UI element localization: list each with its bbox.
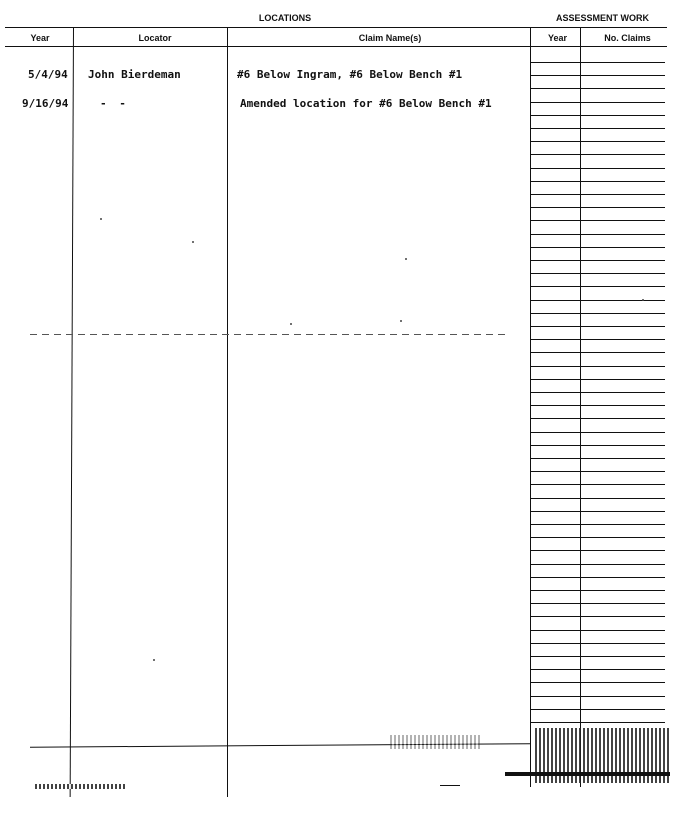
grid-row-line xyxy=(530,273,665,274)
row-2-year: 9/16/94 xyxy=(22,97,69,110)
scan-noise-middle xyxy=(390,735,480,749)
grid-row-line xyxy=(530,418,665,419)
grid-row-line xyxy=(530,511,665,512)
grid-row-line xyxy=(530,696,665,697)
grid-row-line xyxy=(530,484,665,485)
grid-row-line xyxy=(530,616,665,617)
row-1-year: 5/4/94 xyxy=(28,68,68,81)
grid-row-line xyxy=(530,405,665,406)
grid-row-line xyxy=(530,128,665,129)
stray-dot xyxy=(290,323,292,325)
grid-row-line xyxy=(530,498,665,499)
grid-row-line xyxy=(530,550,665,551)
grid-row-line xyxy=(530,722,665,723)
grid-row-line xyxy=(530,234,665,235)
grid-row-line xyxy=(530,445,665,446)
locations-header: LOCATIONS xyxy=(258,13,312,23)
grid-row-line xyxy=(530,141,665,142)
stray-dot xyxy=(642,299,644,301)
grid-row-line xyxy=(530,379,665,380)
grid-row-line xyxy=(530,643,665,644)
stray-dot xyxy=(153,659,155,661)
header-bottom-rule xyxy=(5,46,667,47)
grid-row-line xyxy=(530,537,665,538)
grid-row-line xyxy=(530,181,665,182)
grid-row-line xyxy=(530,339,665,340)
grid-row-line xyxy=(530,471,665,472)
row-2-locator: - - xyxy=(100,97,129,110)
row-1-locator: John Bierdeman xyxy=(88,68,181,81)
grid-row-line xyxy=(530,115,665,116)
grid-row-line xyxy=(530,154,665,155)
grid-row-line xyxy=(530,524,665,525)
grid-row-line xyxy=(530,260,665,261)
stray-dot xyxy=(400,320,402,322)
grid-row-line xyxy=(530,168,665,169)
grid-row-line xyxy=(530,352,665,353)
grid-row-line xyxy=(530,458,665,459)
column-divider-locator xyxy=(227,27,228,797)
grid-row-line xyxy=(530,564,665,565)
grid-row-line xyxy=(530,62,665,63)
fold-line xyxy=(30,334,505,335)
grid-row-line xyxy=(530,300,665,301)
header-top-rule xyxy=(5,27,667,28)
grid-row-line xyxy=(530,630,665,631)
grid-row-line xyxy=(530,656,665,657)
bottom-thick-bar xyxy=(505,772,670,776)
column-header-aw-year: Year xyxy=(547,33,568,43)
grid-row-line xyxy=(530,102,665,103)
grid-row-line xyxy=(530,709,665,710)
grid-row-line xyxy=(530,392,665,393)
grid-row-line xyxy=(530,366,665,367)
column-header-claim-names: Claim Name(s) xyxy=(358,33,422,43)
grid-row-line xyxy=(530,603,665,604)
grid-row-line xyxy=(530,313,665,314)
grid-row-line xyxy=(530,286,665,287)
row-1-claim: #6 Below Ingram, #6 Below Bench #1 xyxy=(237,68,463,81)
grid-row-line xyxy=(530,577,665,578)
assessment-work-header: ASSESSMENT WORK xyxy=(555,13,649,23)
grid-row-line xyxy=(530,432,665,433)
stray-dot xyxy=(100,218,102,220)
grid-row-line xyxy=(530,590,665,591)
column-divider-year xyxy=(70,27,74,797)
row-2-claim: Amended location for #6 Below Bench #1 xyxy=(240,97,492,110)
column-header-no-claims: No. Claims xyxy=(604,33,651,43)
grid-row-line xyxy=(530,247,665,248)
grid-row-line xyxy=(530,207,665,208)
grid-row-line xyxy=(530,669,665,670)
stray-dot xyxy=(192,241,194,243)
grid-row-line xyxy=(530,194,665,195)
stray-dot xyxy=(405,258,407,260)
grid-row-line xyxy=(530,682,665,683)
scan-noise-bottom-left xyxy=(35,784,125,789)
grid-row-line xyxy=(530,220,665,221)
grid-row-line xyxy=(530,75,665,76)
column-header-locator: Locator xyxy=(138,33,172,43)
bottom-edge-mark xyxy=(440,785,460,786)
grid-row-line xyxy=(530,88,665,89)
column-header-year: Year xyxy=(30,33,50,43)
grid-row-line xyxy=(530,326,665,327)
